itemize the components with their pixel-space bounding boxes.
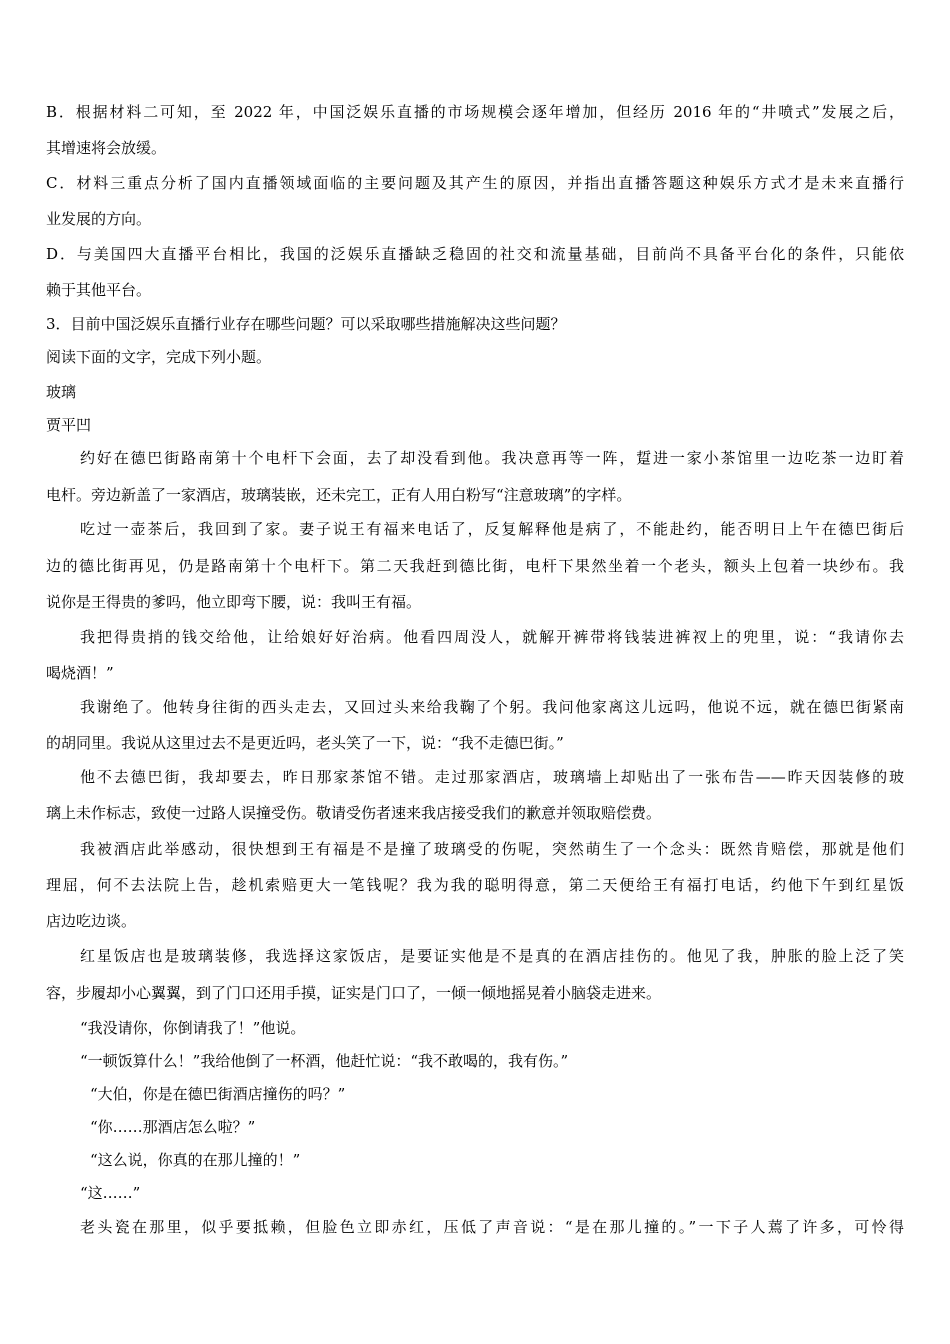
story-line: 理屈，何不去法院上告，趁机索赔更大一笔钱呢？我为我的聪明得意，第二天便给王有福打电话，约他下午到红星饭 <box>46 876 904 894</box>
story-line: 的胡同里。我说从这里过去不是更近吗，老头笑了一下，说：“我不走德巴街。” <box>46 734 564 752</box>
story-line: “我没请你，你倒请我了！”他说。 <box>80 1019 306 1037</box>
story-line: 说你是王得贵的爹吗，他立即弯下腰，说：我叫王有福。 <box>46 593 422 611</box>
story-line: 我被酒店此举感动，很快想到王有福是不是撞了玻璃受的伤呢，突然萌生了一个念头：既然肯赔偿，那就是他们 <box>80 840 904 858</box>
story-line: “这么说，你真的在那儿撞的！” <box>90 1151 301 1169</box>
option-c-line-1: C．材料三重点分析了国内直播领域面临的主要问题及其产生的原因，并指出直播答题这种娱乐方式才是未来直播行 <box>46 174 904 192</box>
reading-instruction: 阅读下面的文字，完成下列小题。 <box>46 348 272 366</box>
option-d-line-1: D．与美国四大直播平台相比，我国的泛娱乐直播缺乏稳固的社交和流量基础，目前尚不具备平台化的条件，只能依 <box>46 245 904 263</box>
story-line: “这……” <box>80 1184 141 1202</box>
story-line: 红星饭店也是玻璃装修，我选择这家饭店，是要证实他是不是真的在酒店挂伤的。他见了我，肿胀的脸上泛了笑 <box>80 947 904 965</box>
story-line: 我谢绝了。他转身往街的西头走去，又回过头来给我鞠了个躬。我问他家离这儿远吗，他说不远，就在德巴街紧南 <box>80 698 904 716</box>
story-line: 电杆。旁边新盖了一家酒店，玻璃装嵌，还未完工，正有人用白粉写“注意玻璃”的字样。 <box>46 486 632 504</box>
story-line: 老头瓷在那里，似乎要抵赖，但脸色立即赤红，压低了声音说：“是在那儿撞的。”一下子人蔫了许多，可怜得 <box>80 1218 904 1236</box>
story-line: “你……那酒店怎么啦？” <box>90 1118 256 1136</box>
story-line: 店边吃边谈。 <box>46 912 137 930</box>
story-line: 约好在德巴街路南第十个电杆下会面，去了却没看到他。我决意再等一阵，踅进一家小茶馆里一边吃茶一边盯着 <box>80 449 904 467</box>
question-3: 3．目前中国泛娱乐直播行业存在哪些问题？可以采取哪些措施解决这些问题？ <box>46 315 566 333</box>
option-c-line-2: 业发展的方向。 <box>46 210 152 228</box>
option-d-line-2: 赖于其他平台。 <box>46 281 152 299</box>
story-line: 他不去德巴街，我却要去，昨日那家茶馆不错。走过那家酒店，玻璃墙上却贴出了一张布告——昨天因装修的玻 <box>80 768 904 786</box>
story-title: 玻璃 <box>46 383 77 401</box>
story-line: 吃过一壶茶后，我回到了家。妻子说王有福来电话了，反复解释他是病了，不能赴约，能否明日上午在德巴街后 <box>80 520 904 538</box>
story-author: 贾平凹 <box>46 416 92 434</box>
story-line: 边的德比街再见，仍是路南第十个电杆下。第二天我赶到德比街，电杆下果然坐着一个老头，额头上包着一块纱布。我 <box>46 557 904 575</box>
story-line: 喝烧酒！” <box>46 664 114 682</box>
story-line: “大伯，你是在德巴街酒店撞伤的吗？” <box>90 1085 346 1103</box>
option-b-line-2: 其增速将会放缓。 <box>46 139 167 157</box>
story-line: “一顿饭算什么！”我给他倒了一杯酒，他赶忙说：“我不敢喝的，我有伤。” <box>80 1052 569 1070</box>
story-line: 璃上未作标志，致使一过路人误撞受伤。敬请受伤者速来我店接受我们的歉意并领取赔偿费。 <box>46 804 662 822</box>
story-line: 容，步履却小心翼翼，到了门口还用手摸，证实是门口了，一倾一倾地摇晃着小脑袋走进来。 <box>46 984 662 1002</box>
option-b-line-1: B．根据材料二可知，至 2022 年，中国泛娱乐直播的市场规模会逐年增加，但经历 2016 年的“井喷式”发展之后， <box>46 103 904 121</box>
story-line: 我把得贵捎的钱交给他，让给娘好好治病。他看四周没人，就解开裤带将钱装进裤衩上的兜里，说：“我请你去 <box>80 628 904 646</box>
